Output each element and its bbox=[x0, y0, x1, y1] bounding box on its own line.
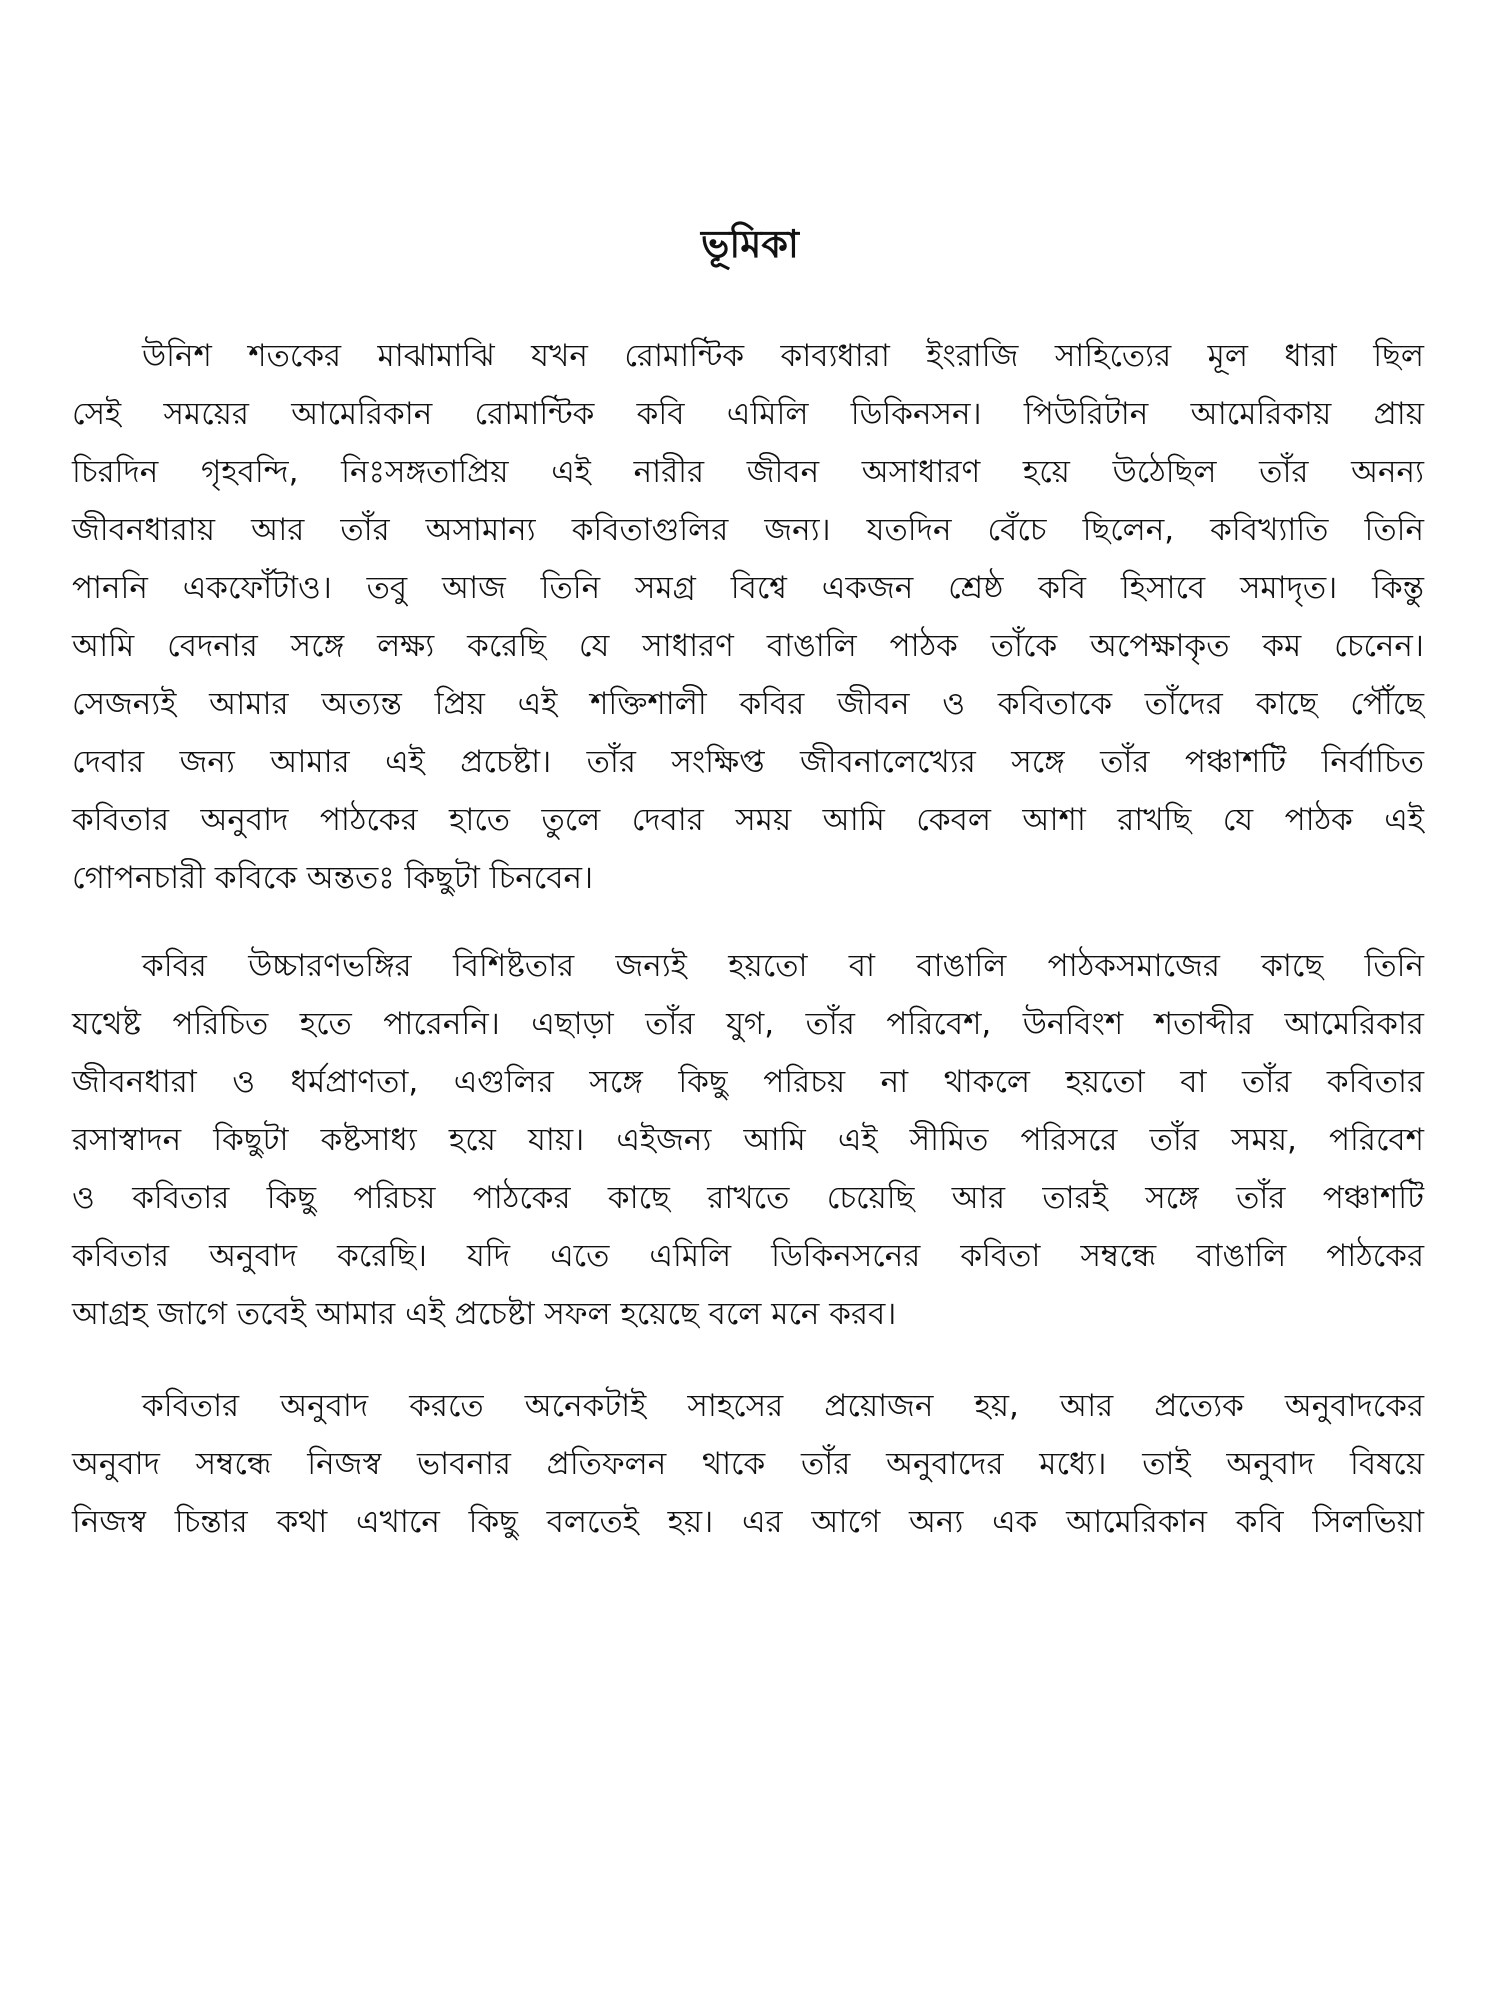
paragraph-2-line-6: কবিতার অনুবাদ করেছি। যদি এতে এমিলি ডিকিনসনের কবিতা সম্বন্ধে বাঙালি পাঠকের bbox=[72, 1238, 1424, 1274]
paragraph-2-line-1: কবির উচ্চারণভঙ্গির বিশিষ্টতার জন্যই হয়তো বা বাঙালি পাঠকসমাজের কাছে তিনি bbox=[142, 948, 1424, 984]
paragraph-3-line-2: অনুবাদ সম্বন্ধে নিজস্ব ভাবনার প্রতিফলন থাকে তাঁর অনুবাদের মধ্যে। তাই অনুবাদ বিষয়ে bbox=[72, 1446, 1424, 1482]
paragraph-1-line-5: পাননি একফোঁটাও। তবু আজ তিনি সমগ্র বিশ্বে একজন শ্রেষ্ঠ কবি হিসাবে সমাদৃত। কিন্তু bbox=[72, 570, 1424, 606]
paragraph-1-line-7: সেজন্যই আমার অত্যন্ত প্রিয় এই শক্তিশালী কবির জীবন ও কবিতাকে তাঁদের কাছে পৌঁছে bbox=[72, 686, 1424, 722]
paragraph-1-line-1: উনিশ শতকের মাঝামাঝি যখন রোমান্টিক কাব্যধারা ইংরাজি সাহিত্যের মূল ধারা ছিল bbox=[142, 338, 1424, 374]
paragraph-2-line-7: আগ্রহ জাগে তবেই আমার এই প্রচেষ্টা সফল হয়েছে বলে মনে করব। bbox=[72, 1296, 897, 1332]
paragraph-1-line-6: আমি বেদনার সঙ্গে লক্ষ্য করেছি যে সাধারণ বাঙালি পাঠক তাঁকে অপেক্ষাকৃত কম চেনেন। bbox=[72, 628, 1424, 664]
paragraph-1-line-8: দেবার জন্য আমার এই প্রচেষ্টা। তাঁর সংক্ষিপ্ত জীবনালেখ্যের সঙ্গে তাঁর পঞ্চাশটি নির্বাচিত bbox=[72, 744, 1424, 780]
paragraph-3-line-1: কবিতার অনুবাদ করতে অনেকটাই সাহসের প্রয়োজন হয়, আর প্রত্যেক অনুবাদকের bbox=[142, 1388, 1424, 1424]
page-title: ভূমিকা bbox=[701, 222, 799, 266]
paragraph-1-line-10: গোপনচারী কবিকে অন্ততঃ কিছুটা চিনবেন। bbox=[72, 860, 594, 896]
paragraph-1-line-9: কবিতার অনুবাদ পাঠকের হাতে তুলে দেবার সময় আমি কেবল আশা রাখছি যে পাঠক এই bbox=[72, 802, 1424, 838]
paragraph-2-line-3: জীবনধারা ও ধর্মপ্রাণতা, এগুলির সঙ্গে কিছু পরিচয় না থাকলে হয়তো বা তাঁর কবিতার bbox=[72, 1064, 1424, 1100]
paragraph-3-line-3: নিজস্ব চিন্তার কথা এখানে কিছু বলতেই হয়। এর আগে অন্য এক আমেরিকান কবি সিলভিয়া bbox=[72, 1504, 1424, 1540]
paragraph-2-line-2: যথেষ্ট পরিচিত হতে পারেননি। এছাড়া তাঁর যুগ, তাঁর পরিবেশ, উনবিংশ শতাব্দীর আমেরিকার bbox=[72, 1006, 1424, 1042]
paragraph-1-line-2: সেই সময়ের আমেরিকান রোমান্টিক কবি এমিলি ডিকিনসন। পিউরিটান আমেরিকায় প্রায় bbox=[72, 396, 1424, 432]
paragraph-1-line-3: চিরদিন গৃহবন্দি, নিঃসঙ্গতাপ্রিয় এই নারীর জীবন অসাধারণ হয়ে উঠেছিল তাঁর অনন্য bbox=[72, 454, 1424, 490]
paragraph-2-line-5: ও কবিতার কিছু পরিচয় পাঠকের কাছে রাখতে চেয়েছি আর তারই সঙ্গে তাঁর পঞ্চাশটি bbox=[72, 1180, 1424, 1216]
paragraph-2-line-4: রসাস্বাদন কিছুটা কষ্টসাধ্য হয়ে যায়। এইজন্য আমি এই সীমিত পরিসরে তাঁর সময়, পরিবেশ bbox=[72, 1122, 1424, 1158]
paragraph-1-line-4: জীবনধারায় আর তাঁর অসামান্য কবিতাগুলির জন্য। যতদিন বেঁচে ছিলেন, কবিখ্যাতি তিনি bbox=[72, 512, 1424, 548]
